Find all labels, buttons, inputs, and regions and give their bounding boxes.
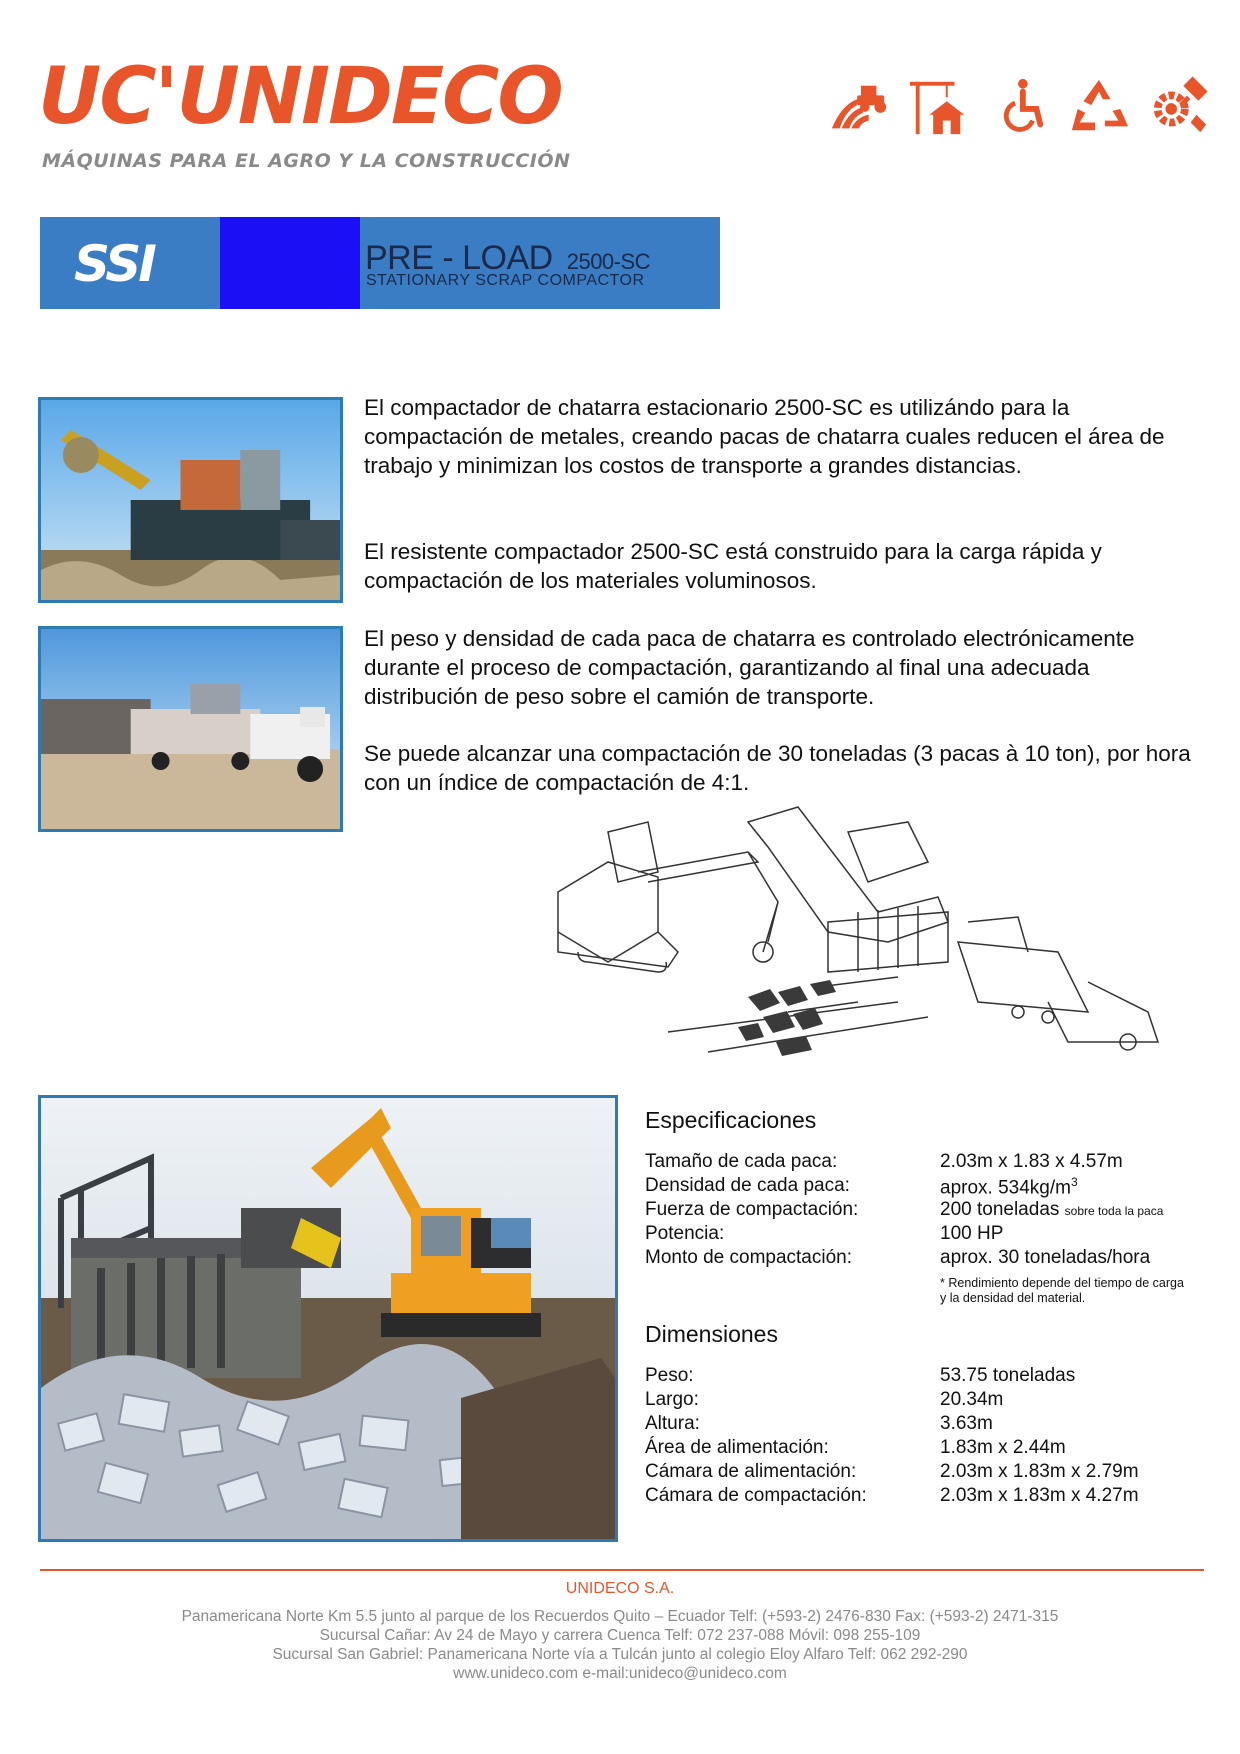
superscript: 3: [1070, 1175, 1078, 1189]
dimension-label: Cámara de alimentación:: [645, 1461, 857, 1482]
spec-footnote: * Rendimiento depende del tiempo de carga y la densidad del material.: [940, 1276, 1184, 1305]
dimension-row: [645, 1365, 1205, 1389]
spec-row: [645, 1151, 1205, 1175]
dimension-value: 53.75 toneladas: [940, 1365, 1076, 1386]
dimensions-heading: Dimensiones: [645, 1321, 778, 1347]
spec-label: Tamaño de cada paca:: [645, 1151, 838, 1172]
footer-address-canar: Sucursal Cañar: Av 24 de Mayo y carrera Cuenca Telf: 072 237-088 Móvil: 098 255-109: [319, 1627, 921, 1644]
logo-wordmark: UC'UNIDECO: [38, 52, 562, 142]
intro-paragraph-4: Se puede alcanzar una compactación de 30 toneladas (3 pacas à 10 ton), por hora con un índice de compactación de 4:1.: [364, 741, 1191, 795]
banner-subtitle: STATIONARY SCRAP COMPACTOR: [366, 272, 645, 289]
spec-value: 100 HP: [940, 1223, 1004, 1244]
dimension-row: [645, 1461, 1205, 1485]
spec-value: aprox. $534kg/m^3$: [940, 1175, 1078, 1199]
spec-label: Potencia:: [645, 1223, 725, 1244]
footer-divider: [40, 1569, 1204, 1571]
dimension-value: 1.83m x 2.44m: [940, 1437, 1066, 1458]
specs-heading: Especificaciones: [645, 1107, 817, 1133]
spec-row: [645, 1175, 1205, 1199]
spec-row: [645, 1247, 1205, 1271]
header-icon-row: [828, 76, 1210, 138]
ssi-logo: [40, 217, 220, 309]
footer-company-name: UNIDECO S.A.: [565, 1580, 675, 1597]
spec-label: Densidad de cada paca:: [645, 1175, 850, 1196]
footer-contact[interactable]: www.unideco.com e-mail:unideco@unideco.com: [453, 1665, 787, 1682]
gears-icon: [1148, 76, 1210, 138]
photo-compactor-site: [38, 1095, 618, 1542]
intro-paragraph-3: El peso y densidad de cada paca de chatarra es controlado electrónicamente durante el proceso de compactación, garantizando al final una adecuada distribución de peso sobre el camión de transporte.: [364, 626, 1135, 709]
spec-value: 200 toneladas sobre toda la paca: [940, 1199, 1164, 1220]
spec-value: 2.03m x 1.83 x 4.57m: [940, 1151, 1123, 1172]
spec-qualifier: sobre toda la paca: [1064, 1204, 1164, 1218]
recycle-icon: [1068, 76, 1130, 138]
spec-label: Monto de compactación:: [645, 1247, 853, 1268]
product-banner: [40, 217, 720, 309]
spec-row: [645, 1223, 1205, 1247]
spec-label: Fuerza de compactación:: [645, 1199, 859, 1220]
footer-address-main: Panamericana Norte Km 5.5 junto al parque de los Recuerdos Quito – Ecuador Telf: (+593-2) 2476-830 Fax: (+593-2) 2471-315: [181, 1608, 1059, 1625]
product-model: 2500-SC: [566, 249, 651, 274]
dimension-value: 20.34m: [940, 1389, 1004, 1410]
dimension-value: 2.03m x 1.83m x 4.27m: [940, 1485, 1139, 1506]
wheelchair-icon: [988, 76, 1050, 138]
intro-paragraph-1: El compactador de chatarra estacionario 2500-SC es utilizándo para la compactación de metales, creando pacas de chatarra cuales reducen el área de trabajo y minimizan los costos de transporte a grandes distancias.: [364, 395, 1165, 478]
footer-address-san-gabriel: Sucursal San Gabriel: Panamericana Norte vía a Tulcán junto al colegio Eloy Alfaro Telf: 062 292-290: [272, 1646, 968, 1663]
dimension-label: Largo:: [645, 1389, 699, 1410]
photo-trucks-loading: [38, 626, 343, 832]
photo-compactor-loading: [38, 397, 343, 603]
ssi-logo-text: SSI: [74, 235, 154, 293]
tractor-icon: [828, 76, 890, 138]
dimension-value: 3.63m: [940, 1413, 993, 1434]
dimension-label: Cámara de compactación:: [645, 1485, 867, 1506]
banner-color-block: [220, 217, 360, 309]
dimension-label: Área de alimentación:: [645, 1437, 829, 1458]
unideco-logo: [38, 52, 571, 178]
dimension-value: 2.03m x 1.83m x 2.79m: [940, 1461, 1139, 1482]
spec-value: aprox. 30 toneladas/hora: [940, 1247, 1151, 1268]
compactor-line-diagram: [548, 802, 1178, 1092]
dimension-row: [645, 1485, 1205, 1509]
product-name: PRE - LOAD: [365, 239, 553, 277]
dimension-label: Peso:: [645, 1365, 694, 1386]
intro-paragraph-2: El resistente compactador 2500-SC está construido para la carga rápida y compactación de los materiales voluminosos.: [364, 539, 1102, 593]
crane-house-icon: [908, 76, 970, 138]
spec-row: [645, 1199, 1205, 1223]
dimension-label: Altura:: [645, 1413, 700, 1434]
dimension-row: [645, 1389, 1205, 1413]
logo-tagline: MÁQUINAS PARA EL AGRO Y LA CONSTRUCCIÓN: [42, 150, 571, 172]
dimension-row: [645, 1413, 1205, 1437]
dimension-row: [645, 1437, 1205, 1461]
